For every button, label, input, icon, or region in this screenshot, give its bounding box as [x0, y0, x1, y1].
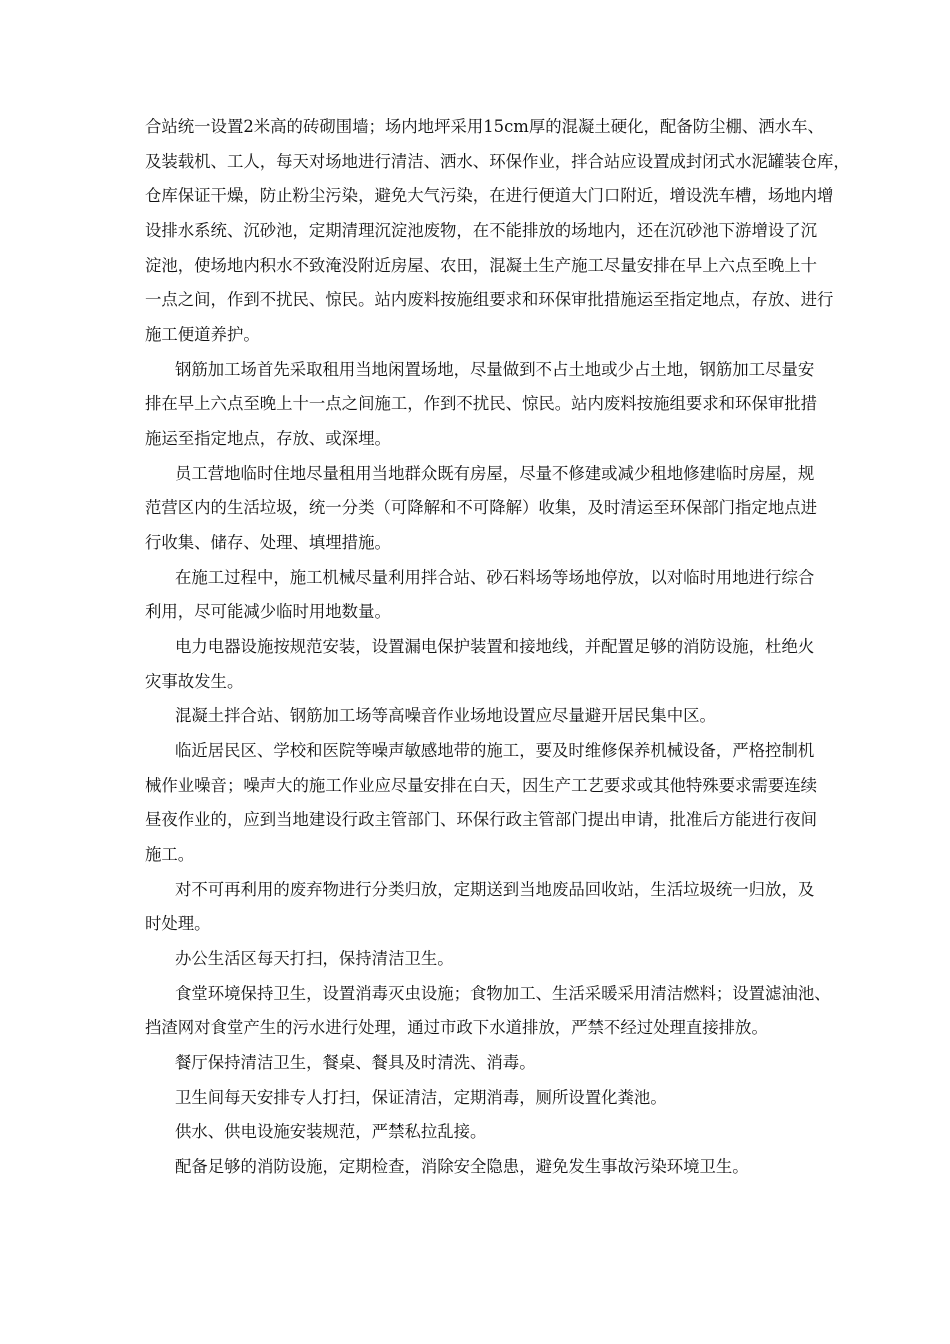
text-line: 及装载机、工人，每天对场地进行清洁、洒水、环保作业，拌合站应设置成封闭式水泥罐装仓库， [145, 151, 850, 171]
text-line: 一点之间，作到不扰民、惊民。站内废料按施组要求和环保审批措施运至指定地点，存放、进行 [145, 290, 834, 310]
text-line: 械作业噪音；噪声大的施工作业应尽量安排在白天，因生产工艺要求或其他特殊要求需要连续 [145, 775, 818, 795]
text-line: 卫生间每天安排专人打扫，保证清洁，定期消毒，厕所设置化粪池。 [175, 1087, 667, 1107]
text-line: 混凝土拌合站、钢筋加工场等高噪音作业场地设置应尽量避开居民集中区。 [175, 706, 716, 726]
paragraph [145, 457, 818, 561]
paragraph [145, 977, 831, 1046]
text-line: 施运至指定地点，存放、或深埋。 [145, 429, 391, 449]
text-line: 昼夜作业的，应到当地建设行政主管部门、环保行政主管部门提出申请，批准后方能进行夜间 [145, 810, 818, 830]
text-line: 挡渣网对食堂产生的污水进行处理，通过市政下水道排放，严禁不经过处理直接排放。 [145, 1018, 768, 1038]
text-line: 对不可再利用的废弃物进行分类归放，定期送到当地废品回收站，生活垃圾统一归放，及 [175, 879, 815, 899]
text-line: 施工便道养护。 [145, 325, 260, 345]
document-page [145, 110, 850, 1185]
text-line: 施工。 [145, 845, 195, 865]
text-line: 电力电器设施按规范安装，设置漏电保护装置和接地线，并配置足够的消防设施，杜绝火 [175, 637, 815, 657]
text-line: 行收集、储存、处理、填埋措施。 [145, 533, 391, 553]
paragraph [145, 699, 815, 734]
text-line: 淀池，使场地内积水不致淹没附近房屋、农田，混凝土生产施工尽量安排在早上六点至晚上十 [145, 255, 818, 275]
text-line: 合站统一设置2米高的砖砌围墙；场内地坪采用15cm厚的混凝土硬化，配备防尘棚、洒水车、 [145, 117, 824, 136]
paragraph [145, 1046, 815, 1081]
paragraph [145, 1081, 815, 1116]
paragraph [145, 561, 815, 630]
paragraph [145, 942, 815, 977]
paragraph [145, 353, 818, 457]
paragraph [145, 873, 815, 942]
paragraph [145, 734, 818, 873]
text-line: 员工营地临时住地尽量租用当地群众既有房屋，尽量不修建或减少租地修建临时房屋，规 [175, 463, 815, 483]
paragraph [145, 1115, 815, 1150]
text-line: 时处理。 [145, 914, 211, 934]
text-line: 供水、供电设施安装规范，严禁私拉乱接。 [175, 1122, 487, 1142]
text-line: 设排水系统、沉砂池，定期清理沉淀池废物，在不能排放的场地内，还在沉砂池下游增设了沉 [145, 221, 818, 241]
text-line: 食堂环境保持卫生，设置消毒灭虫设施；食物加工、生活采暖采用清洁燃料；设置滤油池、 [175, 983, 831, 1003]
text-line: 利用，尽可能减少临时用地数量。 [145, 602, 391, 622]
text-line: 灾事故发生。 [145, 671, 244, 691]
text-line: 办公生活区每天打扫，保持清洁卫生。 [175, 949, 454, 969]
text-line: 钢筋加工场首先采取租用当地闲置场地，尽量做到不占土地或少占土地，钢筋加工尽量安 [175, 359, 815, 379]
text-line: 在施工过程中，施工机械尽量利用拌合站、砂石料场等场地停放，以对临时用地进行综合 [175, 567, 815, 587]
text-line: 仓库保证干燥，防止粉尘污染，避免大气污染，在进行便道大门口附近，增设洗车槽，场地内增 [145, 186, 834, 206]
text-line: 范营区内的生活垃圾，统一分类（可降解和不可降解）收集，及时清运至环保部门指定地点进 [145, 498, 818, 518]
text-line: 配备足够的消防设施，定期检查，消除安全隐患，避免发生事故污染环境卫生。 [175, 1157, 749, 1177]
paragraph [145, 630, 815, 699]
text-line: 餐厅保持清洁卫生，餐桌、餐具及时清洗、消毒。 [175, 1053, 536, 1073]
paragraph [145, 110, 850, 353]
paragraph [145, 1150, 815, 1185]
text-line: 临近居民区、学校和医院等噪声敏感地带的施工，要及时维修保养机械设备，严格控制机 [175, 741, 815, 761]
text-line: 排在早上六点至晚上十一点之间施工，作到不扰民、惊民。站内废料按施组要求和环保审批措 [145, 394, 818, 414]
